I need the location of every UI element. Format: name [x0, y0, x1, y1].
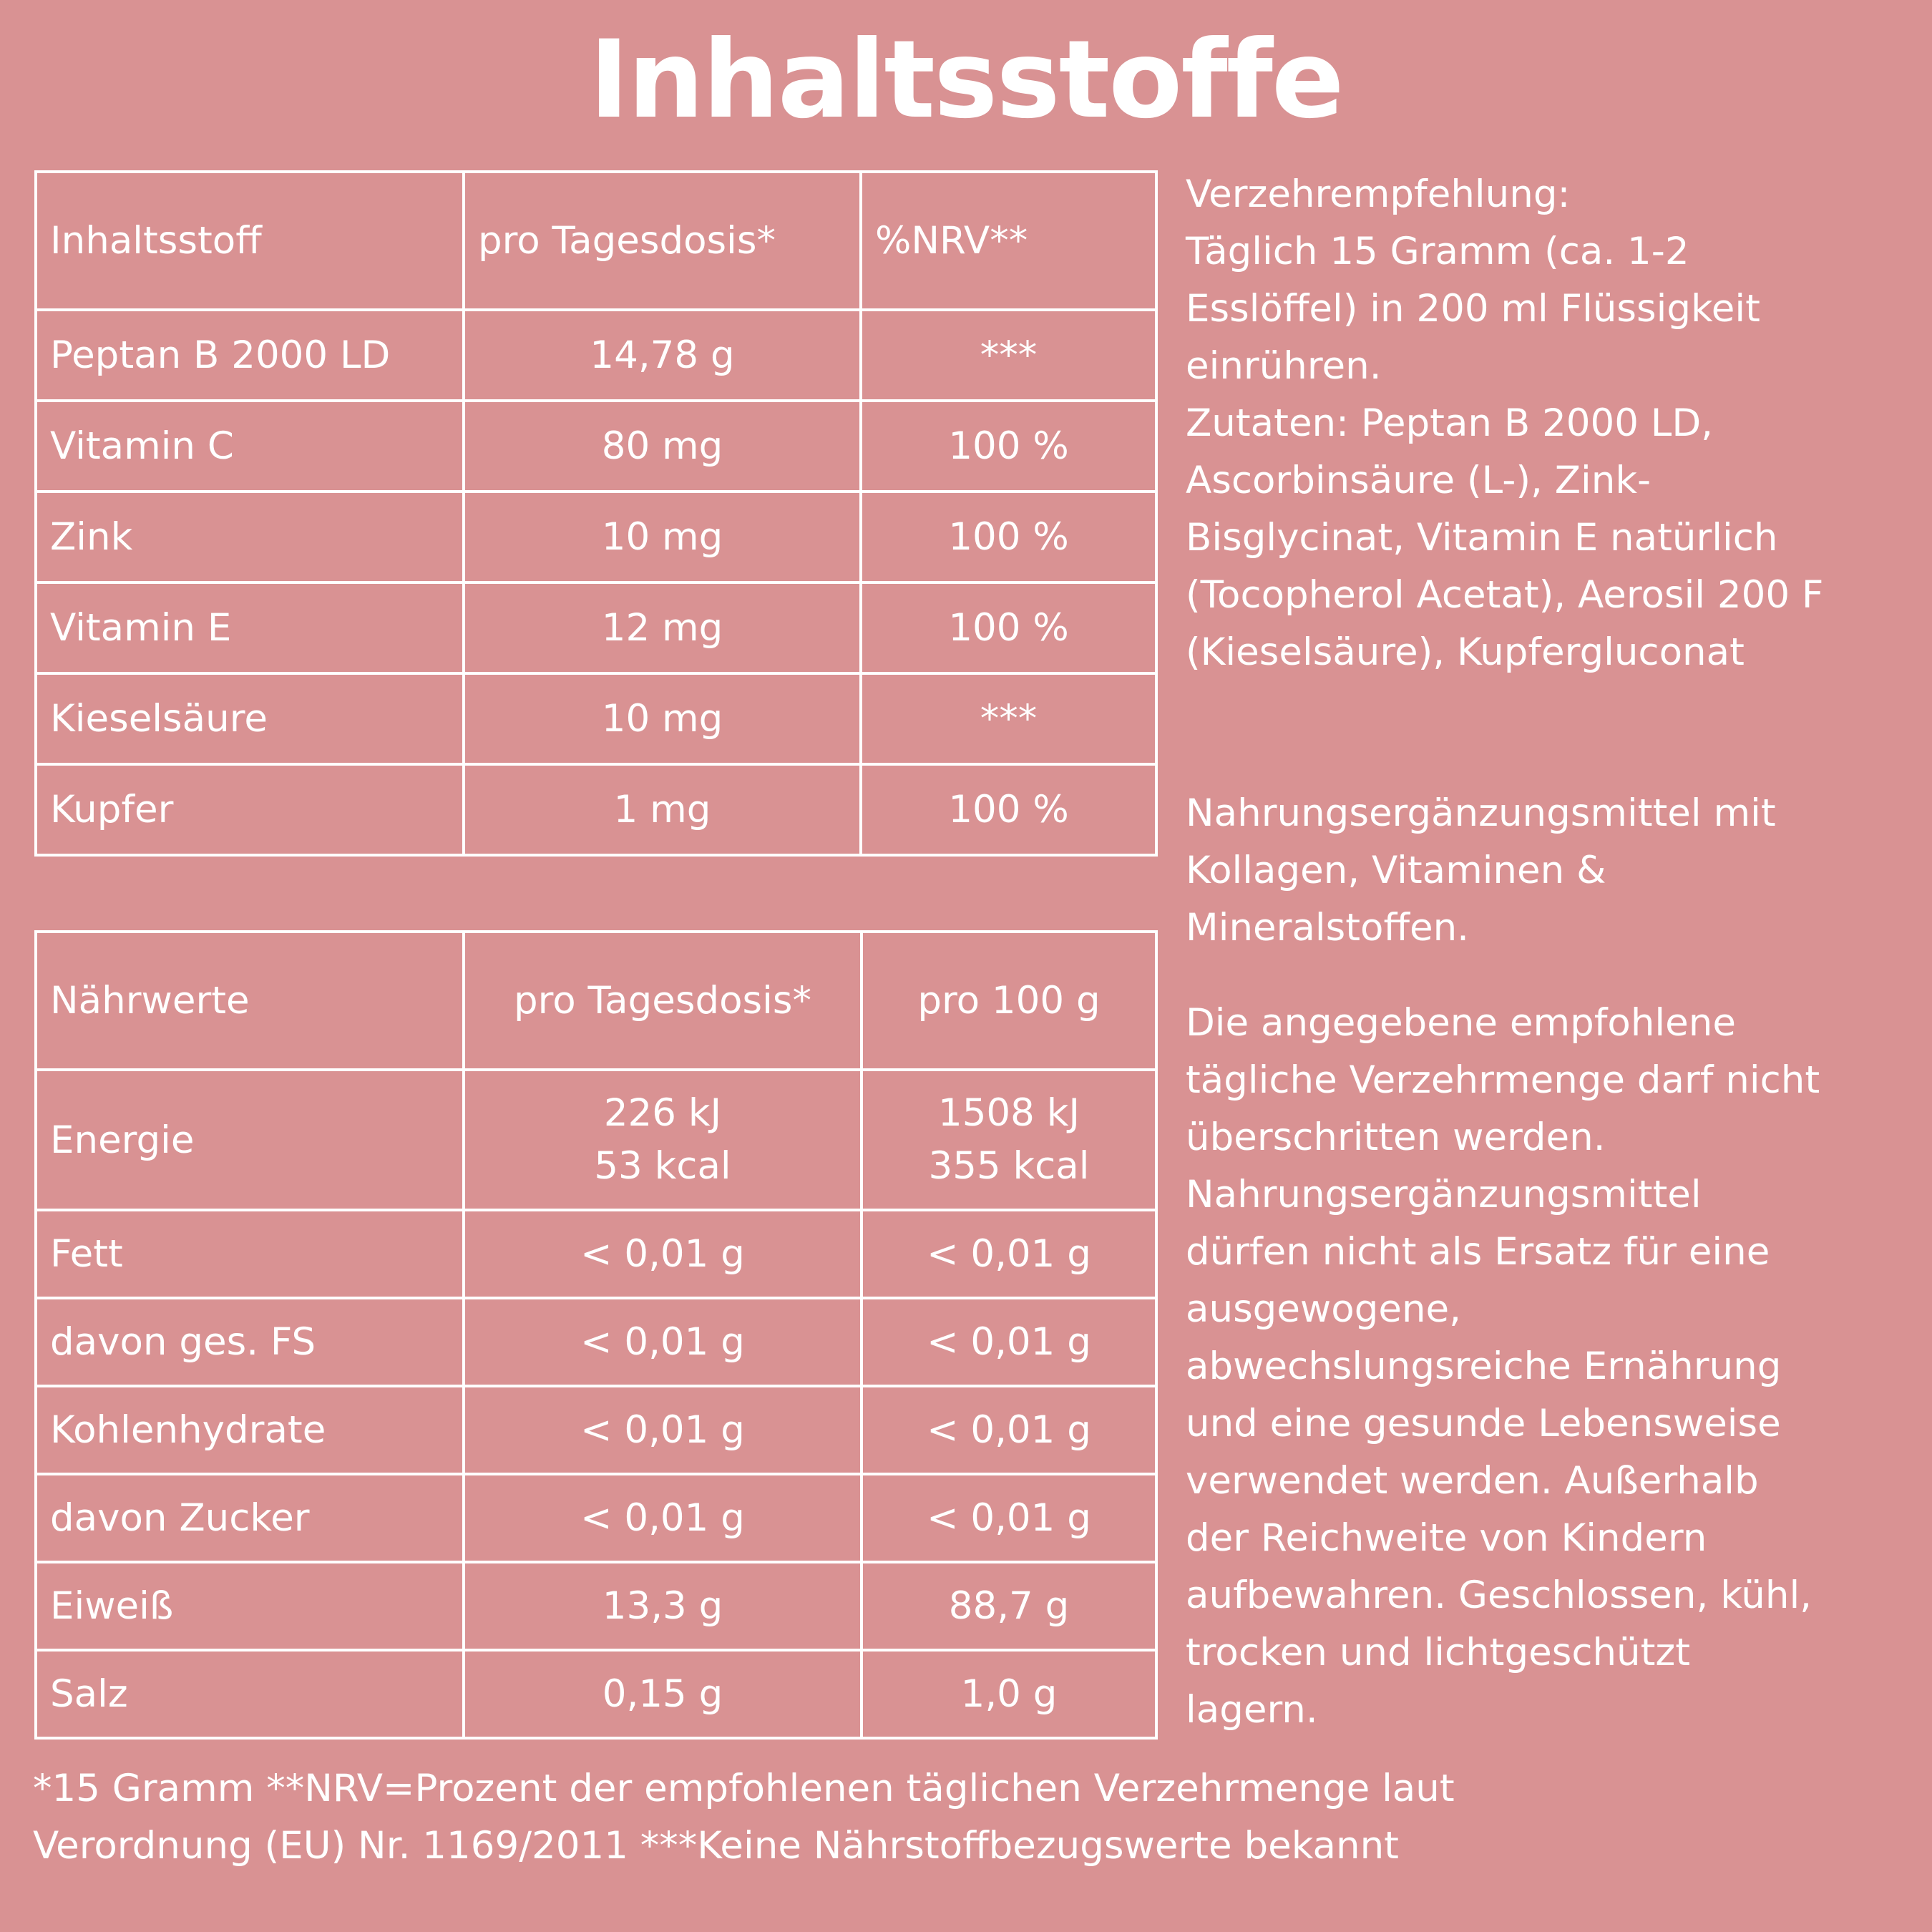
nutrient-name: davon ges. FS	[36, 1298, 464, 1386]
nutrient-per-100g: 88,7 g	[862, 1562, 1156, 1650]
ingredient-dose: 10 mg	[464, 673, 861, 764]
usage-and-ingredients-text: Verzehrempfehlung: Täglich 15 Gramm (ca. 1-2 Esslöffel) in 200 ml Flüssigkeit einrühren. Zutaten: Peptan B 2000 LD, Ascorbinsäure (L-), Zink- Bisglycinat, Vitamin E natürlich (Tocopherol Acetat), Aerosil 200 F (Kieselsäure), Kupfergluconat	[1186, 172, 1824, 674]
energy-kcal-per-100g: 355 kcal	[928, 1144, 1090, 1188]
product-description: Nahrungsergänzungsmittel mit Kollagen, Vitaminen & Mineralstoffen.	[1186, 791, 1776, 950]
nutrient-per-dose: < 0,01 g	[464, 1298, 862, 1386]
ingredient-dose: 12 mg	[464, 582, 861, 673]
table-row	[36, 1386, 1156, 1474]
table-row	[36, 1474, 1156, 1562]
warning-text: Die angegebene empfohlene tägliche Verzehrmenge darf nicht überschritten werden. Nahrungsergänzungsmittel dürfen nicht als Ersatz für eine ausgewogene, abwechslungsreiche Ernährung und eine gesunde Lebensweise verwendet werden. Außerhalb der Reichweite von Kindern aufbewahren. Geschlossen, kühl, trocken und lichtgeschützt lagern.	[1186, 1001, 1820, 1732]
table-row	[36, 492, 1156, 582]
ingredient-dose: 1 mg	[464, 764, 861, 855]
table-row	[36, 1650, 1156, 1738]
ingredient-nrv: 100 %	[861, 401, 1156, 492]
footnote: *15 Gramm **NRV=Prozent der empfohlenen täglichen Verzehrmenge laut Verordnung (EU) Nr. 1169/2011 ***Keine Nährstoffbezugswerte bekannt	[33, 1767, 1455, 1868]
ingredient-name: Vitamin E	[36, 582, 464, 673]
table-row	[36, 1562, 1156, 1650]
nutrition-header-cell: pro Tagesdosis*	[464, 932, 862, 1070]
ingredients-header-cell: pro Tagesdosis*	[464, 172, 861, 310]
ingredients-header-cell: %NRV**	[861, 172, 1156, 310]
ingredient-nrv: ***	[861, 673, 1156, 764]
ingredient-nrv: 100 %	[861, 764, 1156, 855]
page-title: Inhaltsstoffe	[589, 18, 1343, 142]
ingredient-name: Zink	[36, 492, 464, 582]
table-row	[36, 1210, 1156, 1298]
energy-kj-per-100g: 1508 kJ	[937, 1091, 1080, 1135]
table-row	[36, 310, 1156, 401]
nutrient-per-dose	[464, 1070, 862, 1210]
ingredient-name: Peptan B 2000 LD	[36, 310, 464, 401]
ingredient-name: Vitamin C	[36, 401, 464, 492]
ingredient-nrv: 100 %	[861, 492, 1156, 582]
energy-kcal-per-dose: 53 kcal	[594, 1144, 731, 1188]
nutrient-per-dose: < 0,01 g	[464, 1386, 862, 1474]
ingredients-table	[34, 170, 1158, 857]
ingredient-name: Kupfer	[36, 764, 464, 855]
ingredients-header-cell: Inhaltsstoff	[36, 172, 464, 310]
nutrient-per-dose: 13,3 g	[464, 1562, 862, 1650]
energy-kj-per-dose: 226 kJ	[603, 1091, 722, 1135]
nutrient-per-100g: < 0,01 g	[862, 1386, 1156, 1474]
ingredient-nrv: ***	[861, 310, 1156, 401]
nutrient-name: Fett	[36, 1210, 464, 1298]
nutrient-per-100g: 1,0 g	[862, 1650, 1156, 1738]
ingredient-name: Kieselsäure	[36, 673, 464, 764]
nutrient-name: Salz	[36, 1650, 464, 1738]
nutrient-per-100g	[862, 1070, 1156, 1210]
ingredient-nrv: 100 %	[861, 582, 1156, 673]
table-row-energy	[36, 1070, 1156, 1210]
nutrient-per-100g: < 0,01 g	[862, 1210, 1156, 1298]
table-row	[36, 401, 1156, 492]
nutrition-header-row	[36, 932, 1156, 1070]
table-row	[36, 1298, 1156, 1386]
nutrient-per-dose: < 0,01 g	[464, 1474, 862, 1562]
ingredient-dose: 10 mg	[464, 492, 861, 582]
nutrient-per-dose: 0,15 g	[464, 1650, 862, 1738]
ingredient-dose: 80 mg	[464, 401, 861, 492]
table-row	[36, 582, 1156, 673]
ingredients-header-row	[36, 172, 1156, 310]
table-row	[36, 673, 1156, 764]
nutrient-name: Kohlenhydrate	[36, 1386, 464, 1474]
nutrient-name: davon Zucker	[36, 1474, 464, 1562]
nutrition-header-cell: pro 100 g	[862, 932, 1156, 1070]
nutrition-header-cell: Nährwerte	[36, 932, 464, 1070]
nutrient-per-dose: < 0,01 g	[464, 1210, 862, 1298]
nutrient-per-100g: < 0,01 g	[862, 1474, 1156, 1562]
nutrient-per-100g: < 0,01 g	[862, 1298, 1156, 1386]
nutrient-name: Energie	[36, 1070, 464, 1210]
nutrient-name: Eiweiß	[36, 1562, 464, 1650]
table-row	[36, 764, 1156, 855]
ingredient-dose: 14,78 g	[464, 310, 861, 401]
nutrition-table	[34, 930, 1158, 1740]
